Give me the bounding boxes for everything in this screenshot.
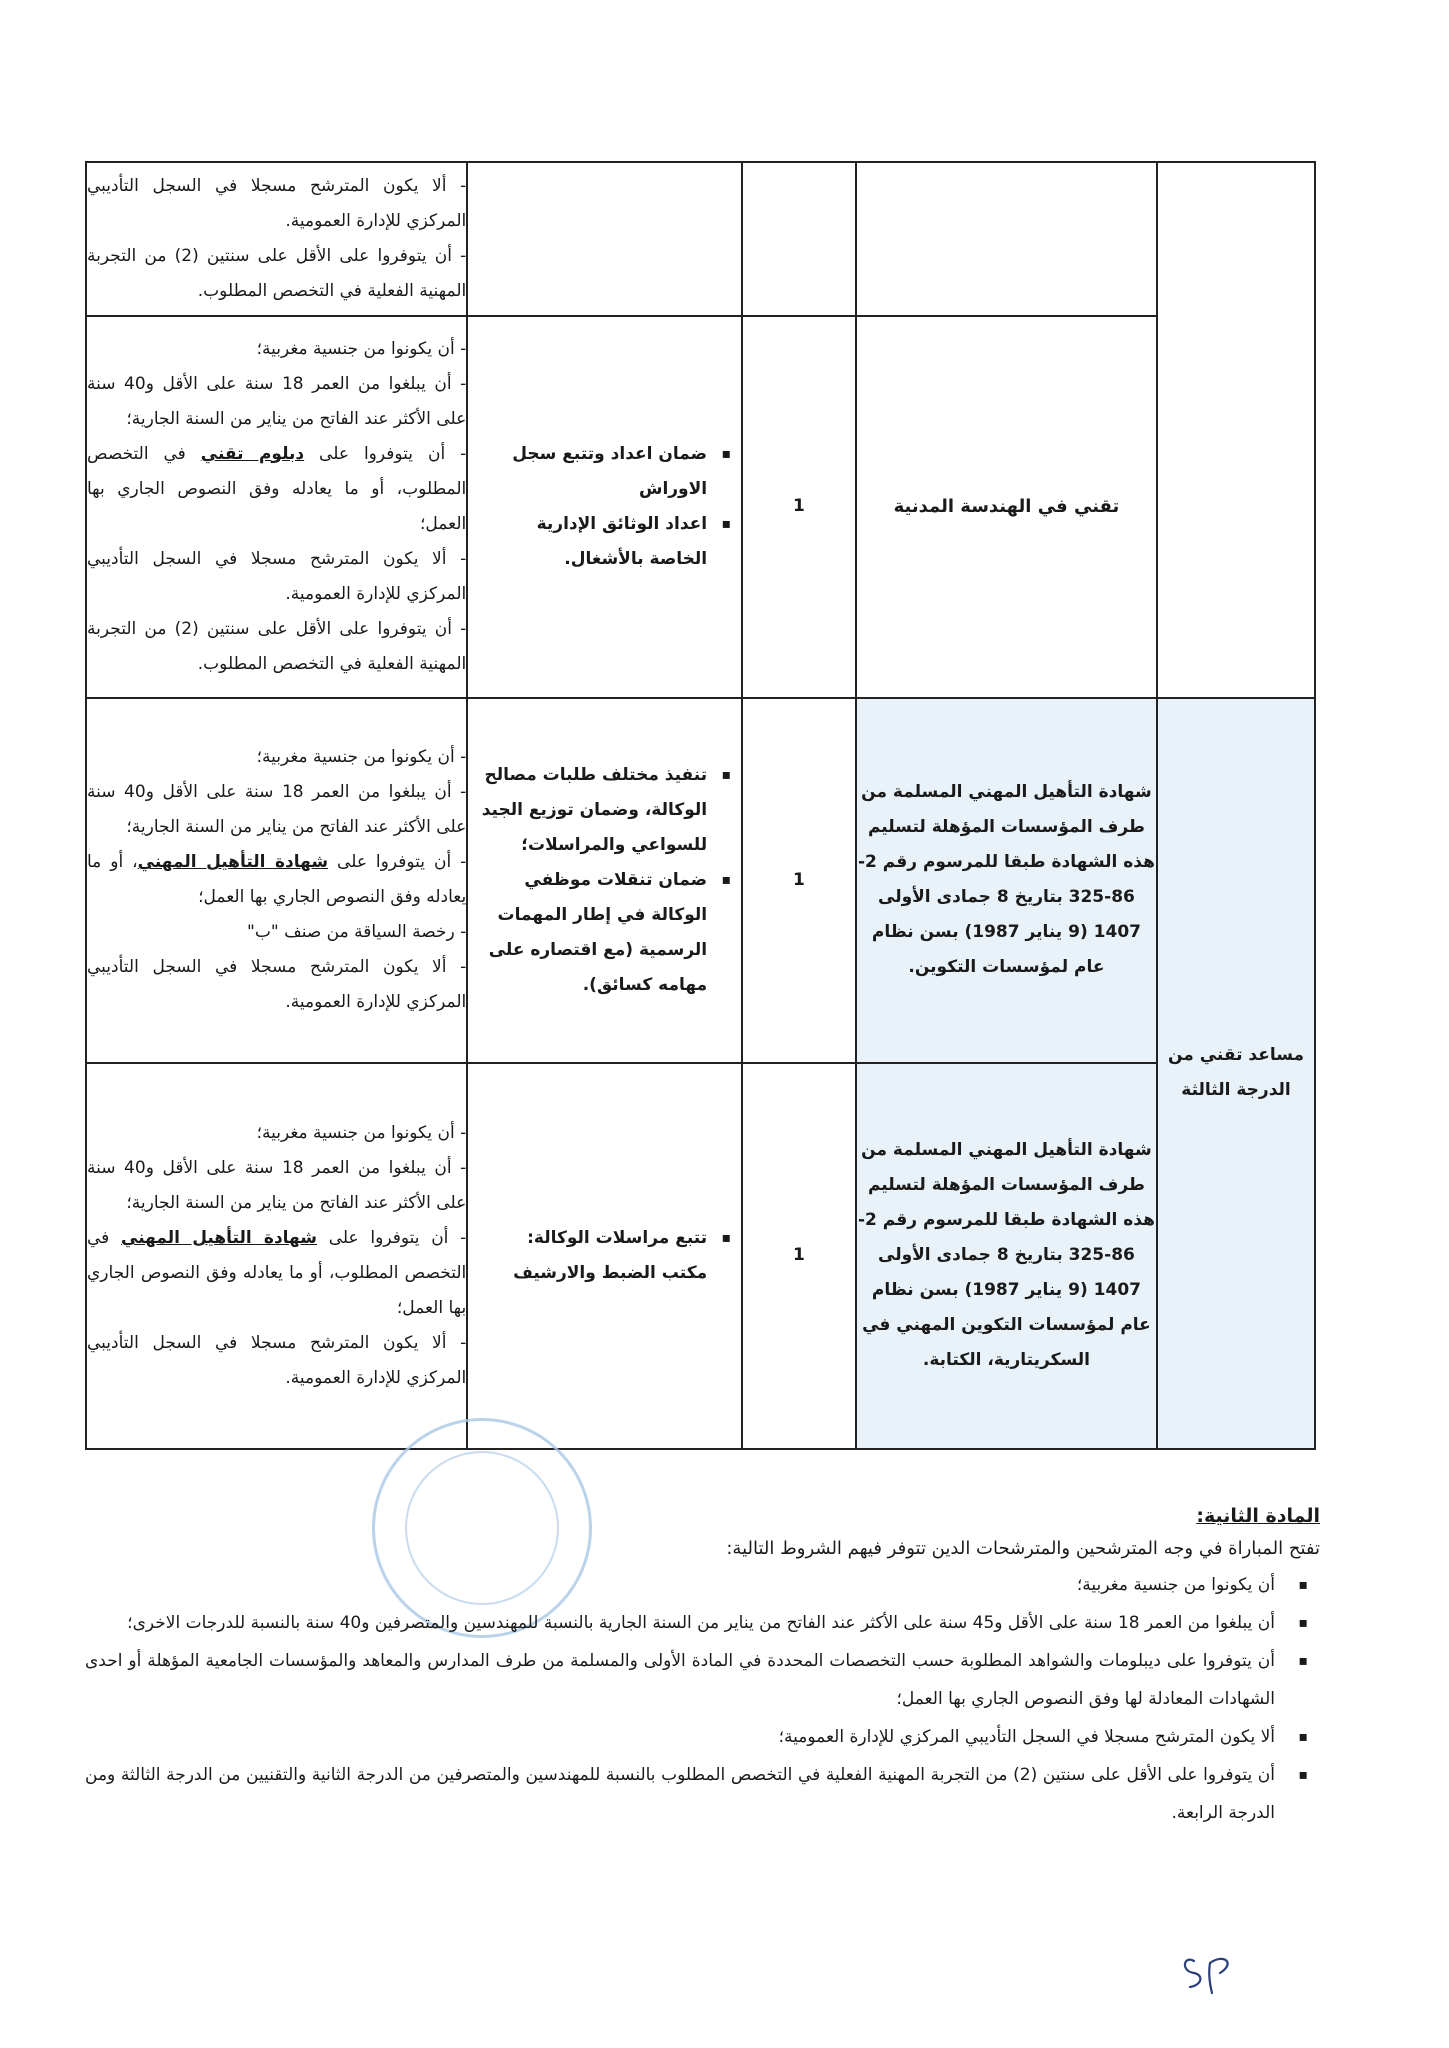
task-item: ▪ ضمان تنقلات موظفي الوكالة في إطار المهمات الرسمية (مع اقتصاره على مهامه كسائق). [476, 863, 733, 1003]
article-title: المادة الثانية: [1196, 1505, 1320, 1527]
count-cell: 1 [742, 698, 856, 1063]
conditions-cell [86, 162, 467, 316]
condition-line: - ألا يكون المترشح مسجلا في السجل التأديبي المركزي للإدارة العمومية. [87, 957, 467, 1013]
conditions-cell [86, 316, 467, 698]
condition-line [87, 845, 466, 915]
task-item: ▪ تتبع مراسلات الوكالة: مكتب الضبط والارشيف [476, 1221, 733, 1291]
condition-line: - أن يتوفروا على الأقل على سنتين (2) من التجربة المهنية الفعلية في التخصص المطلوب. [87, 618, 467, 674]
list-item: ▪ ألا يكون المترشح مسجلا في السجل التأديبي المركزي للإدارة العمومية؛ [85, 1718, 1320, 1756]
underlined-diploma: دبلوم تقني [200, 443, 305, 464]
condition-line: - رخصة السياقة من صنف "ب" [247, 922, 467, 943]
condition-line [87, 1221, 466, 1326]
table-row [86, 162, 1315, 316]
list-item: ▪ أن يكونوا من جنسية مغربية؛ [85, 1566, 1320, 1604]
condition-text: في التخصص المطلوب، أو ما يعادله وفق النصوص الجاري بها العمل؛ [87, 443, 467, 534]
condition-line: - أن يبلغوا من العمر 18 سنة على الأقل و40 سنة على الأكثر عند الفاتح من يناير من السنة الجارية؛ [87, 1157, 467, 1213]
condition-text: في التخصص المطلوب، أو ما يعادله وفق النصوص الجاري بها العمل؛ [87, 1227, 467, 1318]
condition-line: - أن يكونوا من جنسية مغربية؛ [256, 747, 467, 768]
conditions-cell [86, 698, 467, 1063]
condition-line: - أن يبلغوا من العمر 18 سنة على الأقل و40 سنة على الأكثر عند الفاتح من يناير من السنة الجارية؛ [87, 782, 467, 838]
condition-text: - أن يتوفروا على [328, 852, 467, 873]
task-item: ▪ تنفيذ مختلف طلبات مصالح الوكالة، وضمان توزيع الجيد للسواعي والمراسلات؛ [476, 758, 733, 863]
article-two-section [85, 1500, 1320, 1832]
condition-text: - أن يتوفروا على [317, 1227, 467, 1248]
condition-line: - ألا يكون المترشح مسجلا في السجل التأديبي المركزي للإدارة العمومية. [87, 175, 467, 231]
underlined-diploma: شهادة التأهيل المهني [121, 1227, 317, 1248]
tasks-cell [467, 316, 742, 698]
condition-line: - ألا يكون المترشح مسجلا في السجل التأديبي المركزي للإدارة العمومية. [87, 1332, 467, 1388]
grade-cell-blank [1157, 162, 1315, 698]
tasks-cell [467, 1063, 742, 1449]
table-row [86, 1063, 1315, 1449]
condition-line: - ألا يكون المترشح مسجلا في السجل التأديبي المركزي للإدارة العمومية. [87, 548, 467, 604]
count-cell: 1 [742, 316, 856, 698]
condition-line [87, 437, 466, 542]
signature-mark [1180, 1945, 1260, 1995]
table-row [86, 698, 1315, 1063]
tasks-cell [467, 698, 742, 1063]
task-item: ▪ ضمان اعداد وتتبع سجل الاوراش [476, 437, 733, 507]
diploma-cell-empty [856, 162, 1157, 316]
condition-line: - أن يتوفروا على الأقل على سنتين (2) من التجربة المهنية الفعلية في التخصص المطلوب. [87, 245, 467, 301]
underlined-diploma: شهادة التأهيل المهني [137, 852, 329, 873]
table-row [86, 316, 1315, 698]
condition-text: ، أو ما يعادله وفق النصوص الجاري بها العمل؛ [87, 852, 467, 908]
condition-text: - أن يتوفروا على [304, 443, 467, 464]
jobs-table [85, 161, 1316, 1450]
conditions-cell [86, 1063, 467, 1449]
task-item: ▪ اعداد الوثائق الإدارية الخاصة بالأشغال. [476, 507, 733, 577]
grade-cell: مساعد تقني من الدرجة الثالثة [1157, 698, 1315, 1449]
diploma-cell: شهادة التأهيل المهني المسلمة من طرف المؤسسات المؤهلة لتسليم هذه الشهادة طبقا للمرسوم رقم 2-86-325 بتاريخ 8 جمادى الأولى 1407 (9 يناير 1987) بسن نظام عام لمؤسسات التكوين المهني في السكريتارية، الكتابة. [856, 1063, 1157, 1449]
article-intro: تفتح المباراة في وجه المترشحين والمترشحات الدين تتوفر فيهم الشروط التالية: [726, 1538, 1320, 1559]
condition-line: - أن يكونوا من جنسية مغربية؛ [256, 338, 467, 359]
condition-line: - أن يبلغوا من العمر 18 سنة على الأقل و40 سنة على الأكثر عند الفاتح من يناير من السنة الجارية؛ [87, 373, 467, 429]
grade-title-cell: تقني في الهندسة المدنية [856, 316, 1157, 698]
conditions-list [85, 1566, 1320, 1832]
list-item: ▪ أن يتوفروا على الأقل على سنتين (2) من التجربة المهنية الفعلية في التخصص المطلوب بالنسبة للمهندسين والمتصرفين من الدرجة الثانية والتقنيين من الدرجة الثالثة ومن الدرجة الرابعة. [85, 1756, 1320, 1832]
list-item: ▪ أن يتوفروا على ديبلومات والشواهد المطلوبة حسب التخصصات المحددة في المادة الأولى والمسلمة من طرف المدارس والمعاهد والمؤسسات الجامعية المؤهلة أو احدى الشهادات المعادلة لها وفق النصوص الجاري بها العمل؛ [85, 1642, 1320, 1718]
list-item: ▪ أن يبلغوا من العمر 18 سنة على الأقل و45 سنة على الأكثر عند الفاتح من يناير من السنة الجارية بالنسبة للمهندسين والمتصرفين و40 سنة بالنسبة للدرجات الاخرى؛ [85, 1604, 1320, 1642]
condition-line: - أن يكونوا من جنسية مغربية؛ [256, 1122, 467, 1143]
count-cell-empty [742, 162, 856, 316]
diploma-cell: شهادة التأهيل المهني المسلمة من طرف المؤسسات المؤهلة لتسليم هذه الشهادة طبقا للمرسوم رقم 2-86-325 بتاريخ 8 جمادى الأولى 1407 (9 يناير 1987) بسن نظام عام لمؤسسات التكوين. [856, 698, 1157, 1063]
tasks-cell-empty [467, 162, 742, 316]
count-cell: 1 [742, 1063, 856, 1449]
